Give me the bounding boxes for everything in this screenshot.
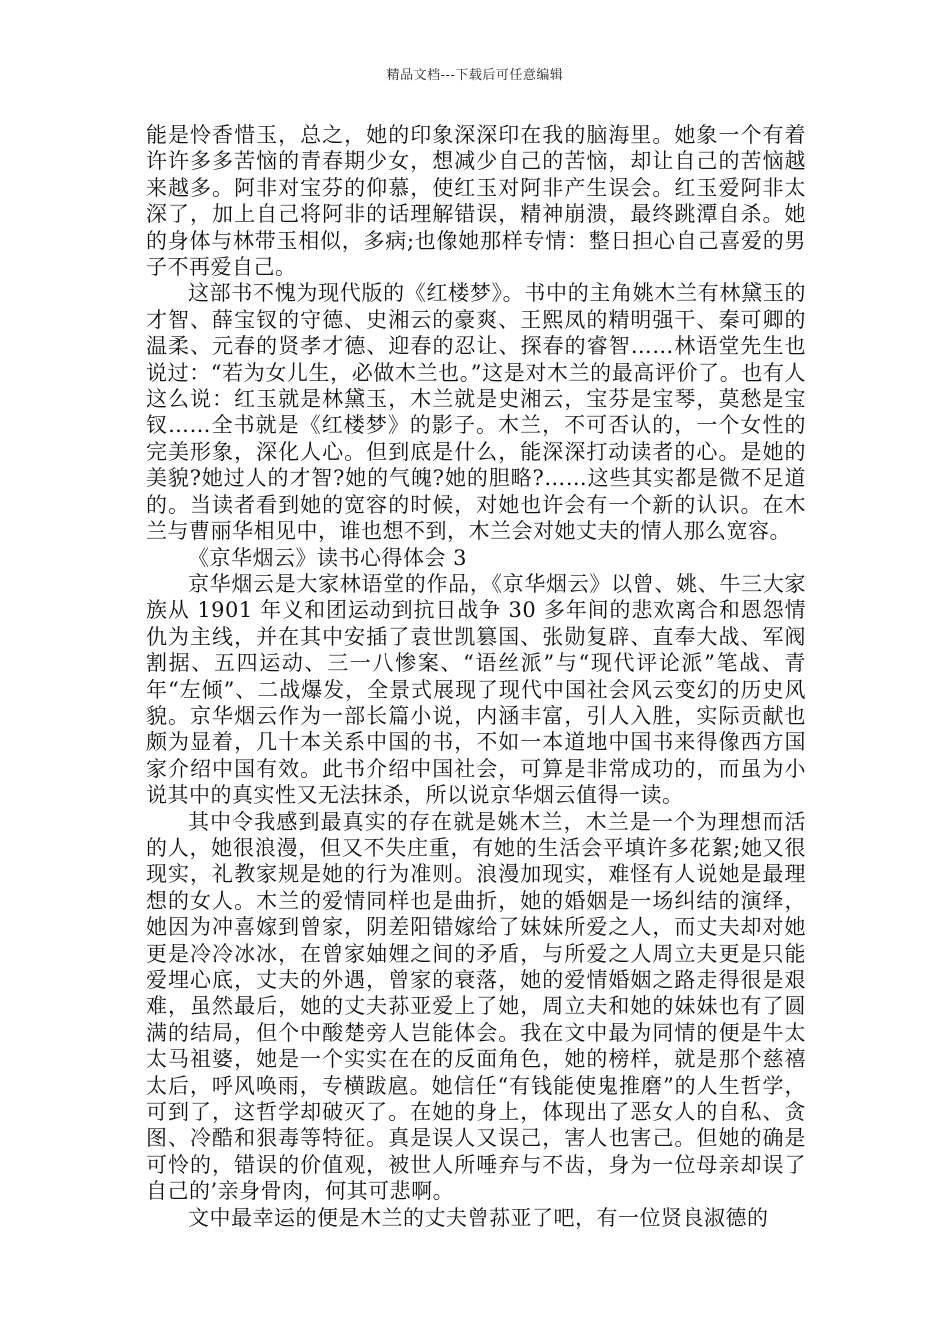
paragraph-3: 京华烟云是大家林语堂的作品，《京华烟云》以曾、姚、牛三大家族从 1901 年义和团运动到抗日战争 30 多年间的悲欢离合和恩怨情仇为主线，并在其中安插了袁世凯篡国、张勋复辟、直奉大战、军阀割据、五四运动、三一八惨案、“语丝派”与“现代评论派”笔战、青年“左倾”、二战爆发，全景式展现了现代中国社会风云变幻的历史风貌。京华烟云作为一部长篇小说，内涵丰富，引人入胜，实际贡献也颇为显着，几十本关系中国的书，不如一本道地中国书来得像西方国家介绍中国有效。此书介绍中国社会，可算是非常成功的，而虽为小说其中的真实性又无法抹杀，所以说京华烟云值得一读。 (146, 571, 806, 808)
paragraph-1: 能是怜香惜玉，总之，她的印象深深印在我的脑海里。她象一个有着许许多多苦恼的青春期少女，想减少自己的苦恼，却让自己的苦恼越来越多。阿非对宝芬的仰慕，使红玉对阿非产生误会。红玉爱阿非太深了，加上自己将阿非的话理解错误，精神崩溃，最终跳潭自杀。她的身体与林带玉相似，多病;也像她那样专情：整日担心自己喜爱的男子不再爱自己。 (146, 123, 806, 280)
section-title: 《京华烟云》读书心得体会 3 (188, 545, 468, 570)
paragraph-5: 文中最幸运的便是木兰的丈夫曾荪亚了吧，有一位贤良淑德的 (188, 1205, 769, 1230)
paragraph-2: 这部书不愧为现代版的《红楼梦》。书中的主角姚木兰有林黛玉的才智、薛宝钗的守德、史湘云的豪爽、王熙凤的精明强干、秦可卿的温柔、元春的贤孝才德、迎春的忍让、探春的睿智……林语堂先生也说过：“若为女儿生，必做木兰也。”这是对木兰的最高评价了。也有人这么说：红玉就是林黛玉，木兰就是史湘云，宝芬是宝琴，莫愁是宝钗……全书就是《红楼梦》的影子。木兰，不可否认的，一个女性的完美形象，深化人心。但到底是什么，能深深打动读者的心。是她的美貌?她过人的才智?她的气魄?她的胆略?……这些其实都是微不足道的。当读者看到她的宽容的时候，对她也许会有一个新的认识。在木兰与曹丽华相见中，谁也想不到，木兰会对她丈夫的情人那么宽容。 (146, 281, 806, 544)
page-header: 精品文档---下载后可任意编辑 (386, 68, 564, 83)
paragraph-4: 其中令我感到最真实的存在就是姚木兰，木兰是一个为理想而活的人，她很浪漫，但又不失庄重，有她的生活会平填许多花絮;她又很现实，礼教家规是她的行为准则。浪漫加现实，难怪有人说她是最理想的女人。木兰的爱情同样也是曲折，她的婚姻是一场纠结的演绎，她因为冲喜嫁到曾家，阴差阳错嫁给了妹妹所爱之人，而丈夫却对她更是冷冷冰冰，在曾家妯娌之间的矛盾，与所爱之人周立夫更是只能爱埋心底，丈夫的外遇，曾家的衰落，她的爱情婚姻之路走得很是艰难，虽然最后，她的丈夫荪亚爱上了她，周立夫和她的妹妹也有了圆满的结局，但个中酸楚旁人岂能体会。我在文中最为同情的便是牛太太马祖婆，她是一个实实在在的反面角色，她的榜样，就是那个慈禧太后，呼风唤雨，专横跋扈。她信任“有钱能使鬼推磨”的人生哲学，可到了，这哲学却破灭了。在她的身上，体现出了恶女人的自私、贪图、冷酷和狠毒等特征。真是误人又误己，害人也害己。但她的确是可怜的，错误的价值观，被世人所唾弃与不齿，身为一位母亲却误了自己的’亲身骨肉，何其可悲啊。 (146, 809, 806, 1204)
document-body (146, 122, 806, 1231)
